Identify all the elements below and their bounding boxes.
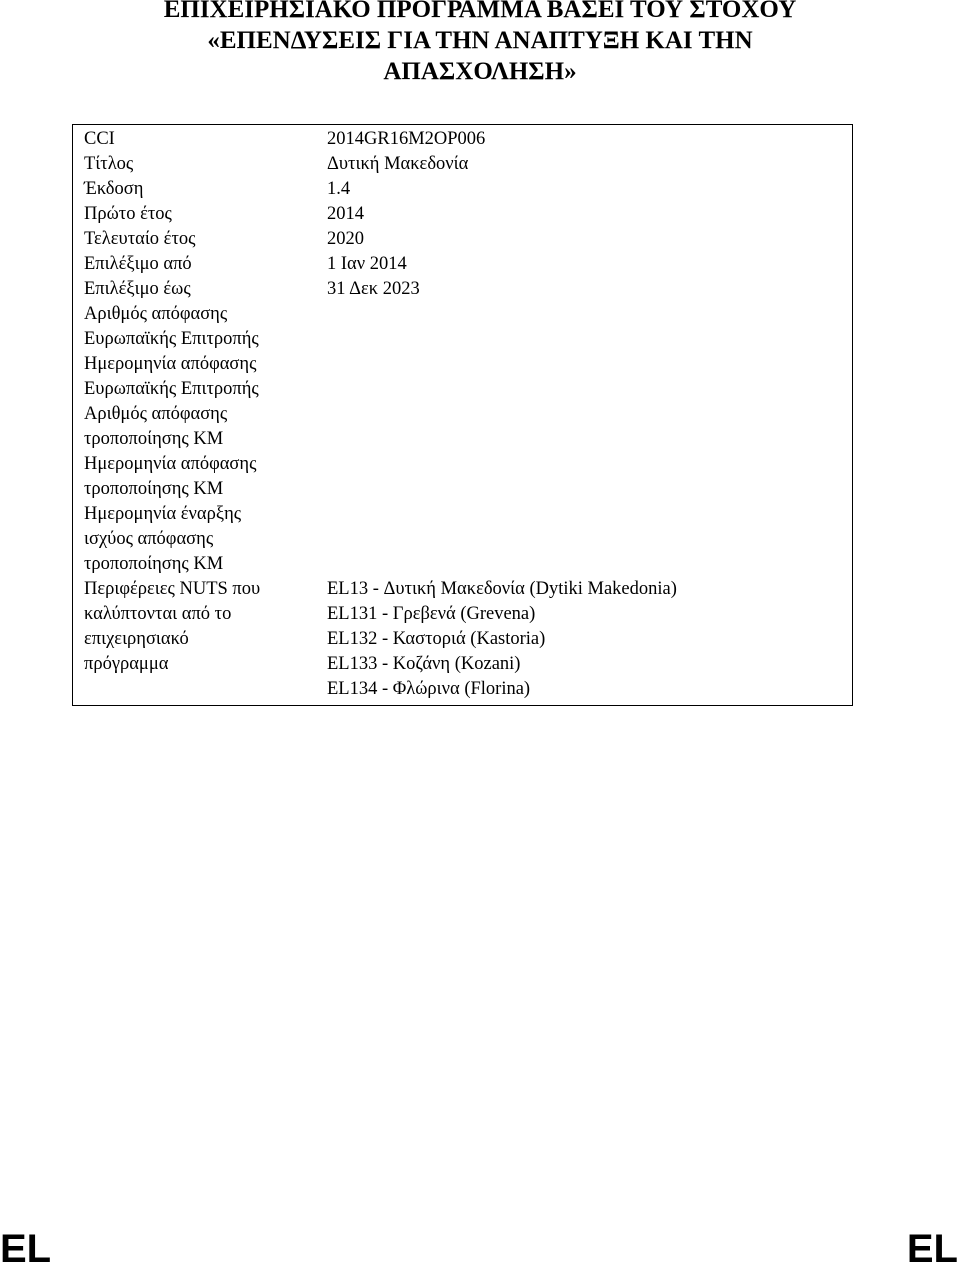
row-value: 2020 xyxy=(327,229,364,249)
row-value: 31 Δεκ 2023 xyxy=(327,279,420,299)
row-value: 1 Ιαν 2014 xyxy=(327,254,407,274)
row-value: 1.4 xyxy=(327,179,351,199)
table-row-ms-amendment-entry-into-force xyxy=(73,502,852,577)
row-value xyxy=(315,352,852,402)
row-label: CCI xyxy=(84,129,115,149)
row-label: Αριθμός απόφασης τροποποίησης ΚΜ xyxy=(84,404,228,449)
table-row-title xyxy=(73,152,852,177)
title-line-3: ΑΠΑΣΧΟΛΗΣΗ» xyxy=(383,58,577,85)
table-row-eligible-from xyxy=(73,252,852,277)
title-line-2: «ΕΠΕΝΔΥΣΕΙΣ ΓΙΑ ΤΗΝ ΑΝΑΠΤΥΞΗ ΚΑΙ ΤΗΝ xyxy=(207,27,753,54)
row-value xyxy=(315,402,852,452)
table-row-cci xyxy=(73,127,852,152)
row-label: Επιλέξιμο από xyxy=(84,254,192,274)
row-label: Ημερομηνία απόφασης τροποποίησης ΚΜ xyxy=(84,454,257,499)
table-row-eligible-until xyxy=(73,277,852,302)
row-label: Επιλέξιμο έως xyxy=(84,279,191,299)
table-row-nuts-regions xyxy=(73,577,852,702)
row-value xyxy=(315,452,852,502)
row-label: Έκδοση xyxy=(84,179,144,199)
title-line-1: ΕΠΙΧΕΙΡΗΣΙΑΚΟ ΠΡΟΓΡΑΜΜΑ ΒΑΣΕΙ ΤΟΥ ΣΤΟΧΟΥ xyxy=(163,0,797,23)
row-value xyxy=(315,302,852,352)
row-value: Δυτική Μακεδονία xyxy=(327,154,469,174)
row-label: Πρώτο έτος xyxy=(84,204,172,224)
table-row-first-year xyxy=(73,202,852,227)
row-label: Αριθμός απόφασης Ευρωπαϊκής Επιτροπής xyxy=(84,304,259,349)
row-value xyxy=(315,502,852,577)
row-label: Ημερομηνία απόφασης Ευρωπαϊκής Επιτροπής xyxy=(84,354,259,399)
table-row-last-year xyxy=(73,227,852,252)
table-row-ec-decision-number xyxy=(73,302,852,352)
row-label: Τίτλος xyxy=(84,154,134,174)
table-row-ec-decision-date xyxy=(73,352,852,402)
table-row-ms-amendment-number xyxy=(73,402,852,452)
row-label: Ημερομηνία έναρξης ισχύος απόφασης τροποποίησης ΚΜ xyxy=(84,504,242,574)
row-label: Τελευταίο έτος xyxy=(84,229,196,249)
table-row-version xyxy=(73,177,852,202)
row-value: 2014GR16M2OP006 xyxy=(327,129,486,149)
row-value: 2014 xyxy=(327,204,364,224)
row-value: EL13 - Δυτική Μακεδονία (Dytiki Makedonia) EL131 - Γρεβενά (Grevena) EL132 - Καστοριά (Kastoria) EL133 - Κοζάνη (Kozani) EL134 - Φλώρινα (Florina) xyxy=(327,579,677,699)
row-label: Περιφέρειες NUTS που καλύπτονται από το επιχειρησιακό πρόγραμμα xyxy=(84,579,261,674)
programme-info-table xyxy=(72,124,853,706)
table-row-ms-amendment-date xyxy=(73,452,852,502)
footer-language-code-right: EL xyxy=(906,1227,958,1271)
footer-language-code-left: EL xyxy=(0,1227,52,1271)
document-title xyxy=(0,0,960,87)
